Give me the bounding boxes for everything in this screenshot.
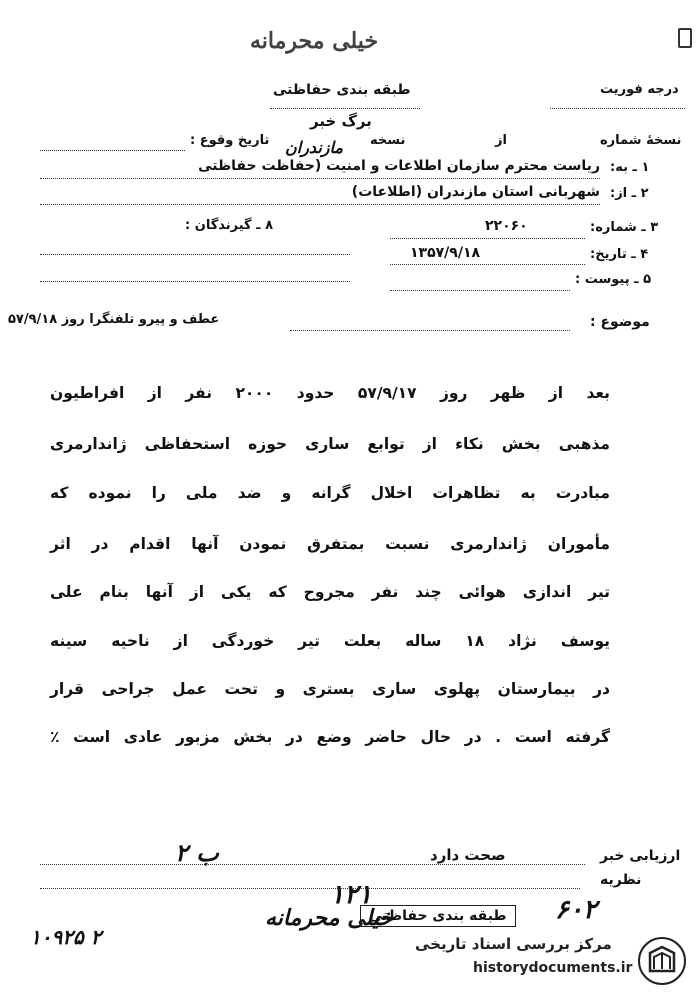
bottom-stamp-handwritten: خیلی محرمانه bbox=[265, 905, 394, 931]
priority-dots bbox=[550, 108, 685, 109]
province-handwritten: مازندران bbox=[285, 138, 343, 157]
from-dots bbox=[40, 204, 600, 205]
from-label: ۲ ـ از: bbox=[610, 186, 649, 201]
copy-number-label: نسخهٔ شماره bbox=[600, 133, 682, 148]
body-line-7: در بیمارستان پهلوی ساری بستری و تحت عمل جراحی قرار bbox=[50, 680, 610, 698]
archive-logo-icon bbox=[636, 935, 688, 987]
number-value: ۲۲۰۶۰ bbox=[485, 218, 528, 234]
body-line-6: یوسف نژاد ۱۸ ساله بعلت تیر خوردگی از ناحیه سینه bbox=[50, 632, 610, 650]
priority-label: درجه فوریت bbox=[600, 82, 679, 97]
opinion-label: نظریه bbox=[600, 872, 642, 888]
event-date-label: تاریخ وقوع : bbox=[190, 133, 270, 148]
date-dots bbox=[390, 264, 585, 265]
top-classification-stamp: خیلی محرمانه bbox=[250, 28, 379, 54]
recipients-dots-2 bbox=[40, 281, 350, 282]
evaluation-value: صحت دارد bbox=[430, 846, 506, 864]
scan-corner-mark bbox=[678, 28, 692, 48]
bottom-classification-stamp: طبقه بندی حفاظتی bbox=[360, 905, 516, 927]
to-dots bbox=[40, 178, 600, 179]
to-label: ۱ ـ به: bbox=[610, 160, 650, 175]
subject-dots bbox=[290, 330, 570, 331]
event-date-dots bbox=[40, 150, 185, 151]
body-line-3: مبادرت به تظاهرات اخلال گرانه و ضد ملی را نموده که bbox=[50, 484, 610, 502]
from-value: شهربانی استان مازندران (اطلاعات) bbox=[351, 184, 600, 200]
archive-name: مرکز بررسی اسناد تاریخی bbox=[412, 935, 615, 953]
recipients-dots-1 bbox=[40, 254, 350, 255]
archive-url: historydocuments.ir bbox=[470, 960, 635, 976]
hand-note-right: ۶۰۲ bbox=[555, 895, 597, 925]
evaluation-dots bbox=[40, 864, 585, 865]
of-label: از bbox=[495, 133, 507, 148]
to-value: ریاست محترم سازمان اطلاعات و امنیت (حفاظت حفاظتی bbox=[198, 158, 600, 174]
hand-note-middle: ۱۲۱ bbox=[330, 880, 372, 910]
subject-reference: عطف و پیرو تلفنگرا روز ۵۷/۹/۱۸ bbox=[8, 312, 220, 327]
copy-label: نسخه bbox=[370, 133, 406, 148]
date-value: ۱۳۵۷/۹/۱۸ bbox=[410, 245, 481, 261]
body-line-2: مذهبی بخش نکاء از توابع ساری حوزه استحفاظی ژاندارمری bbox=[50, 435, 610, 453]
classification-label: طبقه بندی حفاظتی bbox=[273, 82, 411, 98]
number-label: ۳ ـ شماره: bbox=[590, 220, 659, 235]
attachment-label: ۵ ـ پیوست : bbox=[575, 272, 652, 287]
hand-note-left: ۱۰۹۲۵ ۲ bbox=[30, 925, 102, 949]
evaluation-label: ارزیابی خبر bbox=[600, 848, 681, 864]
body-line-1: بعد از ظهر روز ۵۷/۹/۱۷ حدود ۲۰۰۰ نفر از افراطیون bbox=[50, 384, 610, 402]
evaluation-handwritten: ب ۲ bbox=[175, 838, 219, 867]
opinion-dots bbox=[40, 888, 580, 889]
form-title: برگ خبر bbox=[310, 112, 372, 130]
body-line-4: مأموران ژاندارمری نسبت بمتفرق نمودن آنها اقدام در اثر bbox=[50, 535, 610, 553]
subject-label: موضوع : bbox=[590, 314, 650, 330]
body-line-8: گرفته است . در حال حاضر وضع در بخش مزبور عادی است ٪ bbox=[50, 728, 610, 746]
body-line-5: تیر اندازی هوائی چند نفر مجروح که یکی از آنها بنام علی bbox=[50, 583, 610, 601]
attachment-dots bbox=[390, 290, 570, 291]
classification-dots bbox=[270, 108, 420, 109]
recipients-label: ۸ ـ گیرندگان : bbox=[185, 218, 274, 233]
date-label: ۴ ـ تاریخ: bbox=[590, 247, 649, 262]
number-dots bbox=[390, 238, 585, 239]
